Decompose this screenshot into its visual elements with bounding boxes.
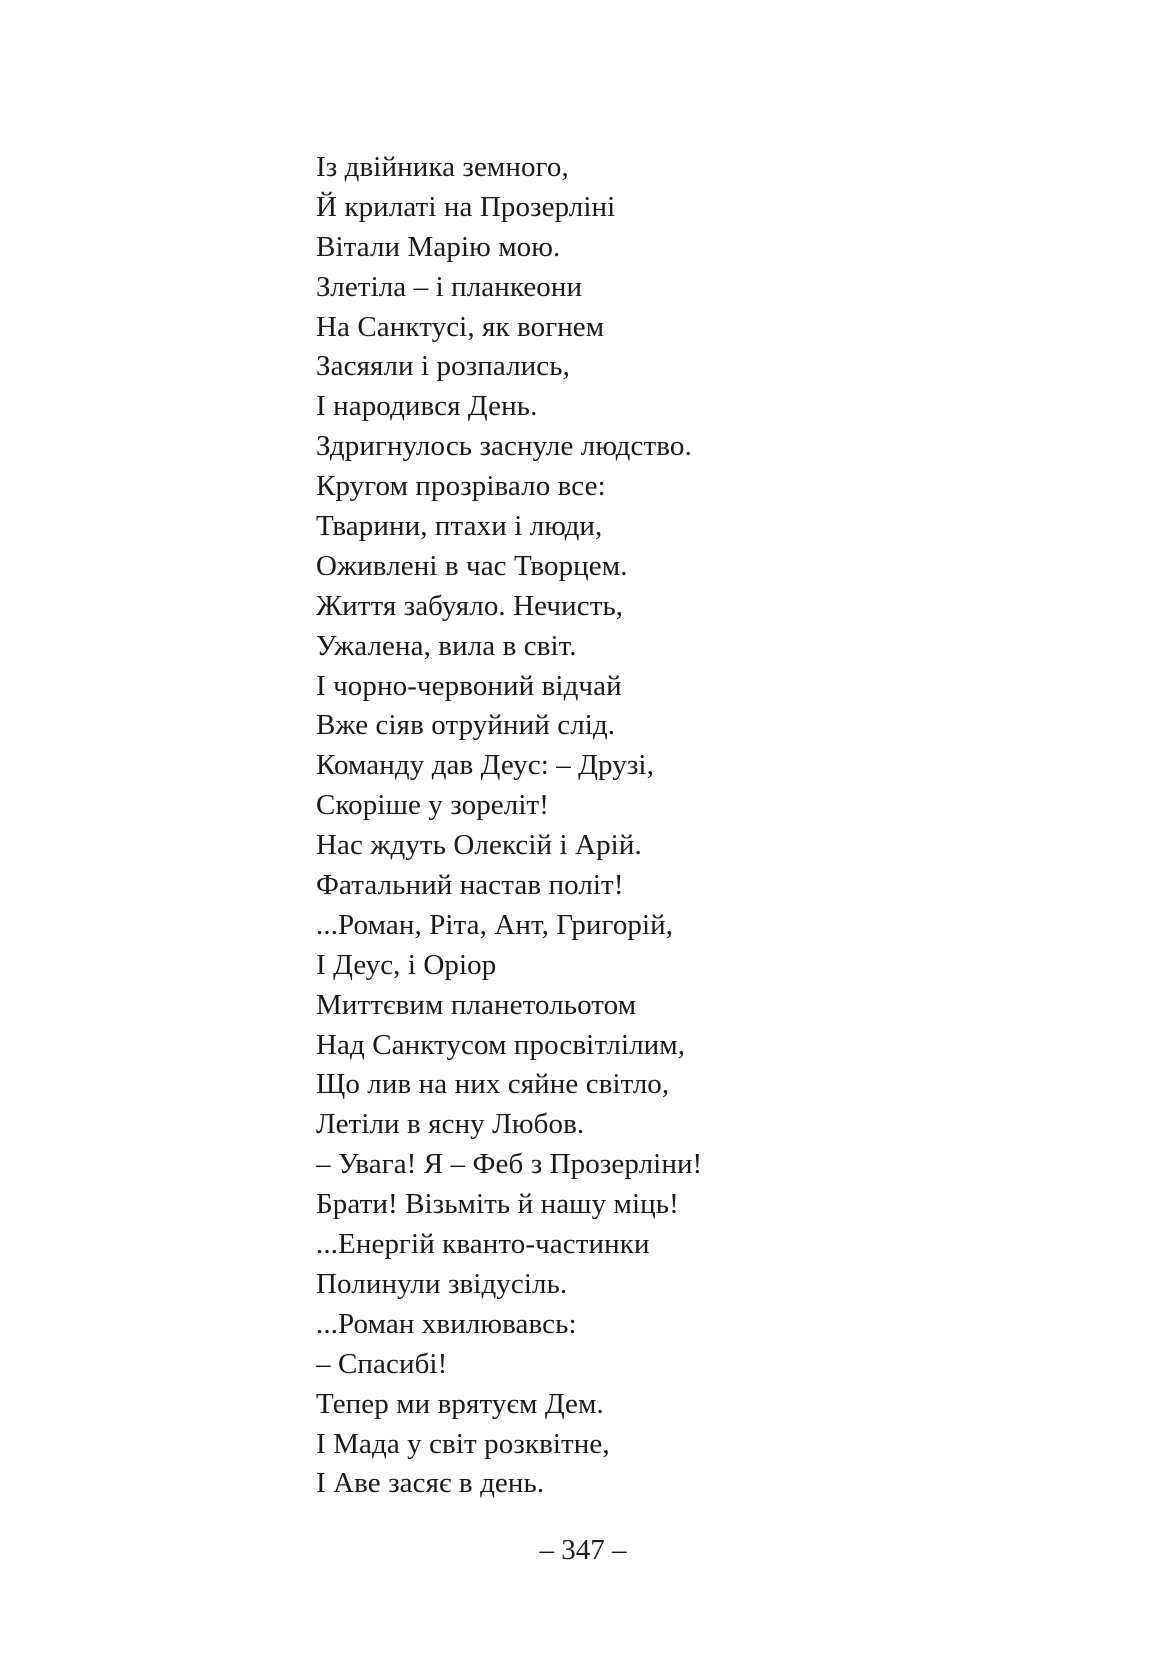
poem-line: Життя забуяло. Нечисть, [316,589,624,622]
poem-line: І народився День. [316,390,538,423]
poem-line: І Мада у світ розквітне, [316,1427,610,1460]
poem-line: І Аве засяє в день. [316,1467,545,1500]
poem-line: Над Санктусом просвітлілим, [316,1028,686,1061]
poem-line: Тварини, птахи і люди, [316,510,603,543]
poem-line: Команду дав Деус: – Друзі, [316,749,654,782]
poem-line: – Увага! Я – Феб з Прозерліни! [316,1148,703,1181]
poem-line: І чорно-червоний відчай [316,669,622,702]
poem-line: Й крилаті на Прозерліні [316,190,616,223]
poem-line: Ужалена, вила в світ. [316,629,577,662]
poem-line: Злетіла – і планкеони [316,270,583,303]
poem-line: Полинули звідусіль. [316,1267,568,1300]
poem-line: Здригнулось заснуле людство. [316,430,692,463]
poem-line: Із двійника земного, [316,151,569,183]
poem-line: Брати! Візьміть й нашу міць! [316,1188,679,1221]
poem-text [316,148,1076,1504]
poem-line: І Деус, і Оріор [316,948,497,981]
poem-line: Кругом прозрівало все: [316,470,606,503]
poem-line: Вітали Марію мою. [316,230,561,263]
poem-line: Летіли в ясну Любов. [316,1108,585,1141]
poem-line: – Спасибі! [316,1347,448,1380]
poem-line: ...Енергій кванто-частинки [316,1228,650,1261]
poem-line: Фатальний настав політ! [316,869,624,902]
poem-line: Засяяли і розпались, [316,350,570,383]
poem-line: Миттєвим планетольотом [316,988,637,1021]
poem-line: ...Роман, Ріта, Ант, Григорій, [316,908,674,941]
poem-line: ...Роман хвилювавсь: [316,1307,577,1340]
poem-line: Нас ждуть Олексій і Арій. [316,829,642,862]
poem-line: Скоріше у зореліт! [316,789,550,822]
poem-line: Тепер ми врятуєм Дем. [316,1387,604,1420]
poem-line: Що лив на них сяйне світло, [316,1068,670,1101]
poem-line: На Санктусі, як вогнем [316,310,605,343]
page-number: – 347 – [539,1534,627,1566]
poem-line: Оживлені в час Творцем. [316,549,628,582]
poem-line: Вже сіяв отруйний слід. [316,709,616,742]
